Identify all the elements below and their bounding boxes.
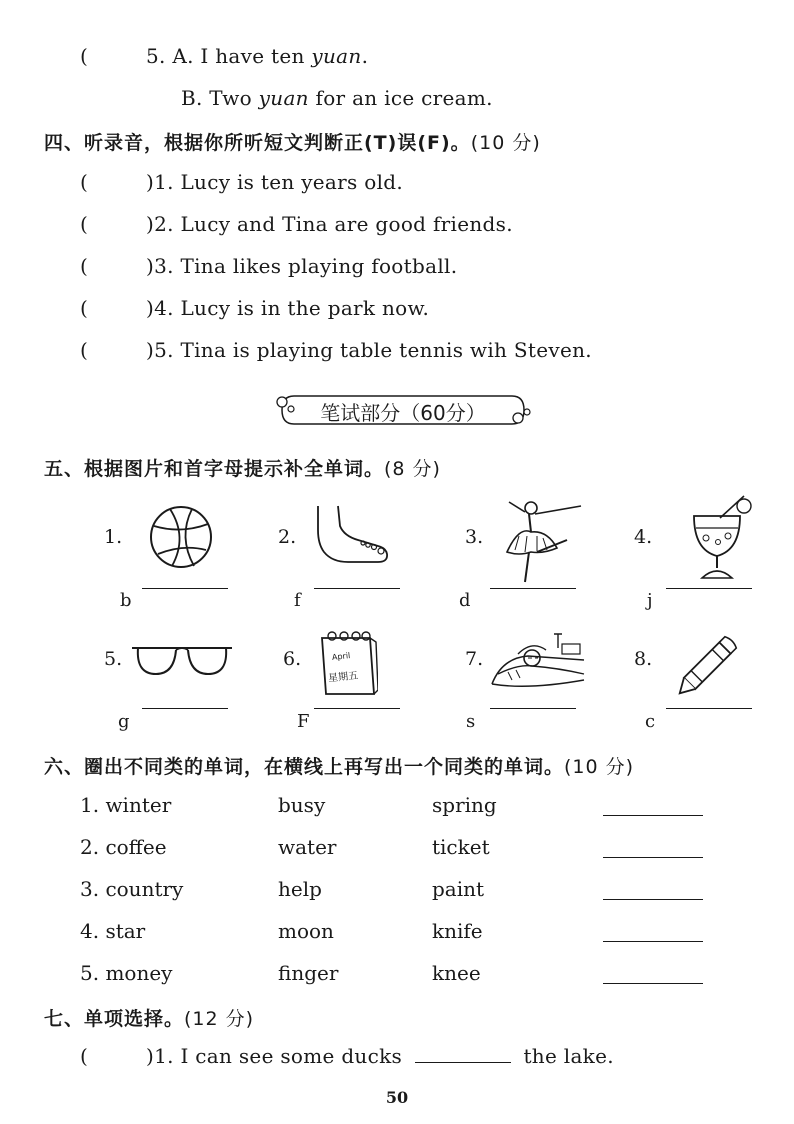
basketball-icon — [148, 504, 214, 570]
section-5-heading: 五、根据图片和首字母提示补全单词。(8 分) — [44, 458, 441, 480]
true-false-statement: )1. Lucy is ten years old. — [146, 170, 404, 194]
foot-icon — [308, 504, 390, 566]
answer-blank[interactable] — [142, 708, 228, 709]
answer-paren[interactable]: ( — [80, 212, 88, 236]
question-7-1: )1. I can see some ducks the lake. — [146, 1044, 614, 1068]
word-option[interactable]: knife — [432, 919, 483, 943]
picture-number: 5. — [104, 648, 123, 670]
answer-blank[interactable] — [603, 815, 703, 816]
calendar-friday-icon — [318, 628, 378, 696]
picture-number: 3. — [465, 526, 484, 548]
picture-number: 1. — [104, 526, 123, 548]
glasses-icon — [130, 638, 234, 678]
true-false-statement: )3. Tina likes playing football. — [146, 254, 458, 278]
word-option[interactable]: 4. star — [80, 919, 146, 943]
answer-paren[interactable]: ( — [80, 44, 88, 68]
answer-blank[interactable] — [415, 1061, 511, 1063]
answer-blank[interactable] — [603, 899, 703, 900]
word-option[interactable]: paint — [432, 877, 485, 901]
answer-blank[interactable] — [142, 588, 228, 589]
question-5-option-a: 5. A. I have ten yuan. — [146, 44, 369, 68]
picture-number: 4. — [634, 526, 653, 548]
calendar-month: April — [331, 651, 351, 662]
crayon-icon — [668, 630, 748, 700]
hint-letter: f — [294, 590, 301, 611]
picture-number: 8. — [634, 648, 653, 670]
word-option[interactable]: 3. country — [80, 877, 184, 901]
answer-blank[interactable] — [666, 708, 752, 709]
hint-letter: d — [459, 590, 471, 611]
calendar-day: 星期五 — [327, 670, 359, 685]
answer-paren[interactable]: ( — [80, 170, 88, 194]
answer-blank[interactable] — [314, 708, 400, 709]
word-option[interactable]: 1. winter — [80, 793, 172, 817]
answer-paren[interactable]: ( — [80, 338, 88, 362]
answer-blank[interactable] — [603, 941, 703, 942]
true-false-statement: )4. Lucy is in the park now. — [146, 296, 430, 320]
hint-letter: j — [647, 590, 653, 611]
written-section-banner — [274, 390, 532, 430]
question-5-option-b: B. Two yuan for an ice cream. — [181, 86, 493, 110]
word-option[interactable]: ticket — [432, 835, 490, 859]
word-option[interactable]: finger — [278, 961, 339, 985]
answer-blank[interactable] — [666, 588, 752, 589]
answer-paren[interactable]: ( — [80, 1044, 88, 1068]
hint-letter: F — [297, 711, 310, 732]
answer-blank[interactable] — [603, 857, 703, 858]
word-option[interactable]: spring — [432, 793, 497, 817]
juice-icon — [688, 494, 754, 584]
picture-number: 6. — [283, 648, 302, 670]
answer-paren[interactable]: ( — [80, 296, 88, 320]
hint-letter: s — [466, 711, 476, 732]
true-false-statement: )2. Lucy and Tina are good friends. — [146, 212, 513, 236]
picture-number: 7. — [465, 648, 484, 670]
dancer-icon — [495, 496, 585, 586]
true-false-statement: )5. Tina is playing table tennis wih Steven. — [146, 338, 592, 362]
word-option[interactable]: 5. money — [80, 961, 173, 985]
section-4-heading: 四、听录音，根据你所听短文判断正(T)误(F)。(10 分) — [44, 132, 541, 154]
word-option[interactable]: busy — [278, 793, 326, 817]
picture-number: 2. — [278, 526, 297, 548]
banner-label: 笔试部分（60分） — [320, 401, 486, 425]
answer-blank[interactable] — [314, 588, 400, 589]
word-option[interactable]: moon — [278, 919, 334, 943]
hint-letter: c — [645, 711, 656, 732]
word-option[interactable]: help — [278, 877, 322, 901]
answer-paren[interactable]: ( — [80, 254, 88, 278]
section-7-heading: 七、单项选择。(12 分) — [44, 1008, 255, 1030]
word-option[interactable]: water — [278, 835, 337, 859]
sleeping-icon — [488, 628, 588, 694]
answer-blank[interactable] — [490, 588, 576, 589]
hint-letter: b — [120, 590, 132, 611]
hint-letter: g — [118, 711, 130, 732]
section-6-heading: 六、圈出不同类的单词，在横线上再写出一个同类的单词。(10 分) — [44, 756, 635, 778]
word-option[interactable]: 2. coffee — [80, 835, 167, 859]
word-option[interactable]: knee — [432, 961, 481, 985]
answer-blank[interactable] — [490, 708, 576, 709]
answer-blank[interactable] — [603, 983, 703, 984]
page-number: 50 — [385, 1088, 409, 1107]
